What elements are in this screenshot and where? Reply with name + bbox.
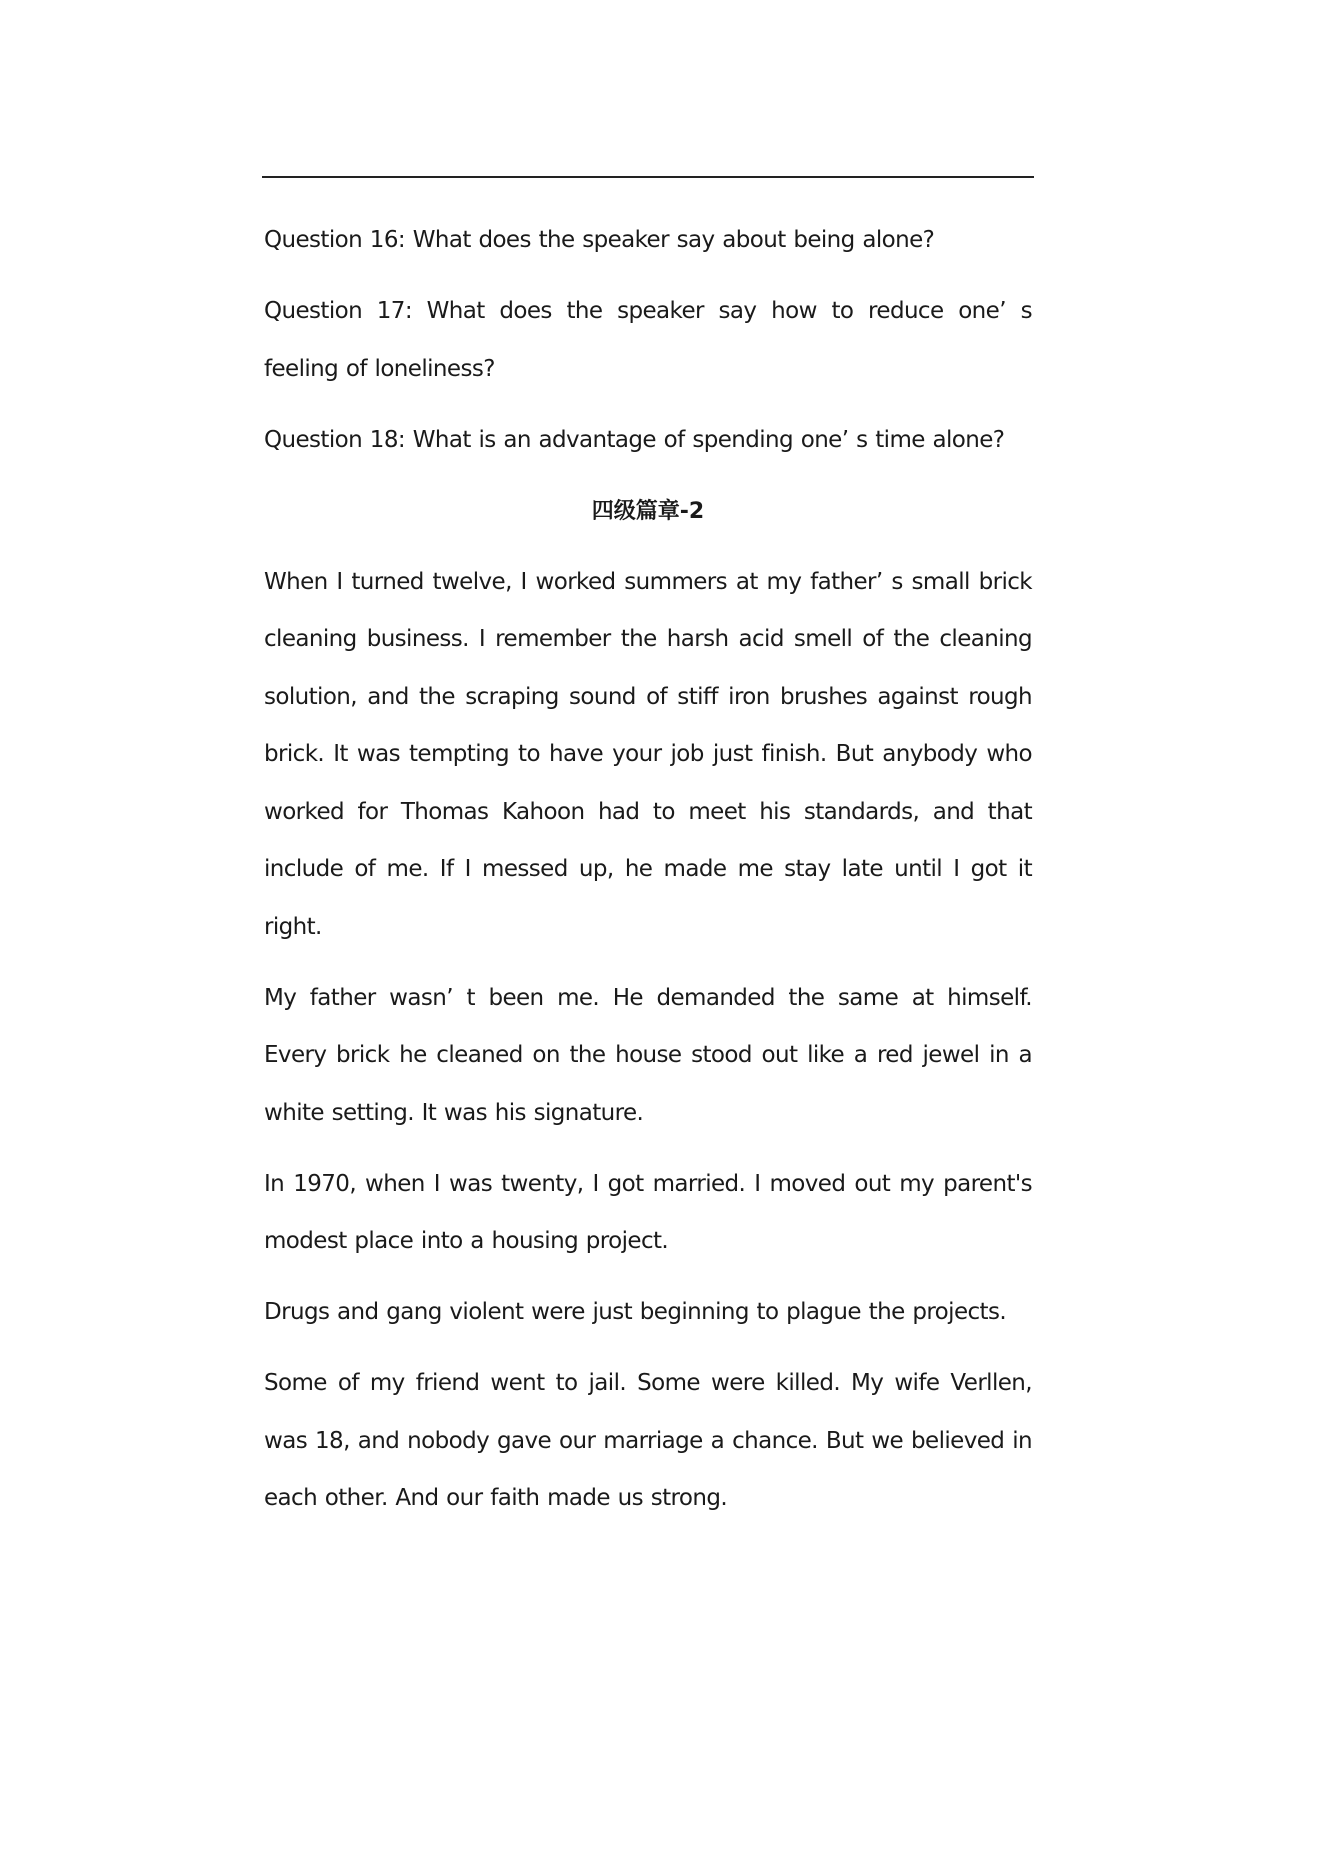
question-16: Question 16: What does the speaker say about being alone?	[264, 227, 935, 253]
paragraph-4: Drugs and gang violent were just beginning to plague the projects.	[264, 1299, 1007, 1325]
header-rule	[262, 176, 1034, 178]
paragraph-3: In 1970, when I was twenty, I got married. I moved out my parent's modest place into a housing project.	[264, 1170, 1032, 1254]
paragraph-5: Some of my friend went to jail. Some were killed. My wife Verllen, was 18, and nobody gave our marriage a chance. But we believed in each other. And our faith made us strong.	[264, 1370, 1032, 1511]
paragraph-2: My father wasn’ t been me. He demanded the same at himself. Every brick he cleaned on the house stood out like a red jewel in a white setting. It was his signature.	[264, 984, 1032, 1126]
section-title: 四级篇章-2	[591, 498, 705, 524]
paragraph-1: When I turned twelve, I worked summers at my father’ s small brick cleaning business. I remember the harsh acid smell of the cleaning solution, and the scraping sound of stiff iron brushes against rough brick. It was tempting to have your job just finish. But anybody who worked for Thomas Kahoon had to meet his standards, and that include of me. If I messed up, he made me stay late until I got it right.	[264, 568, 1032, 940]
question-18: Question 18: What is an advantage of spending one’ s time alone?	[264, 426, 1005, 453]
document-body	[264, 212, 1032, 1541]
question-17: Question 17: What does the speaker say how to reduce one’ s feeling of loneliness?	[264, 298, 1032, 382]
